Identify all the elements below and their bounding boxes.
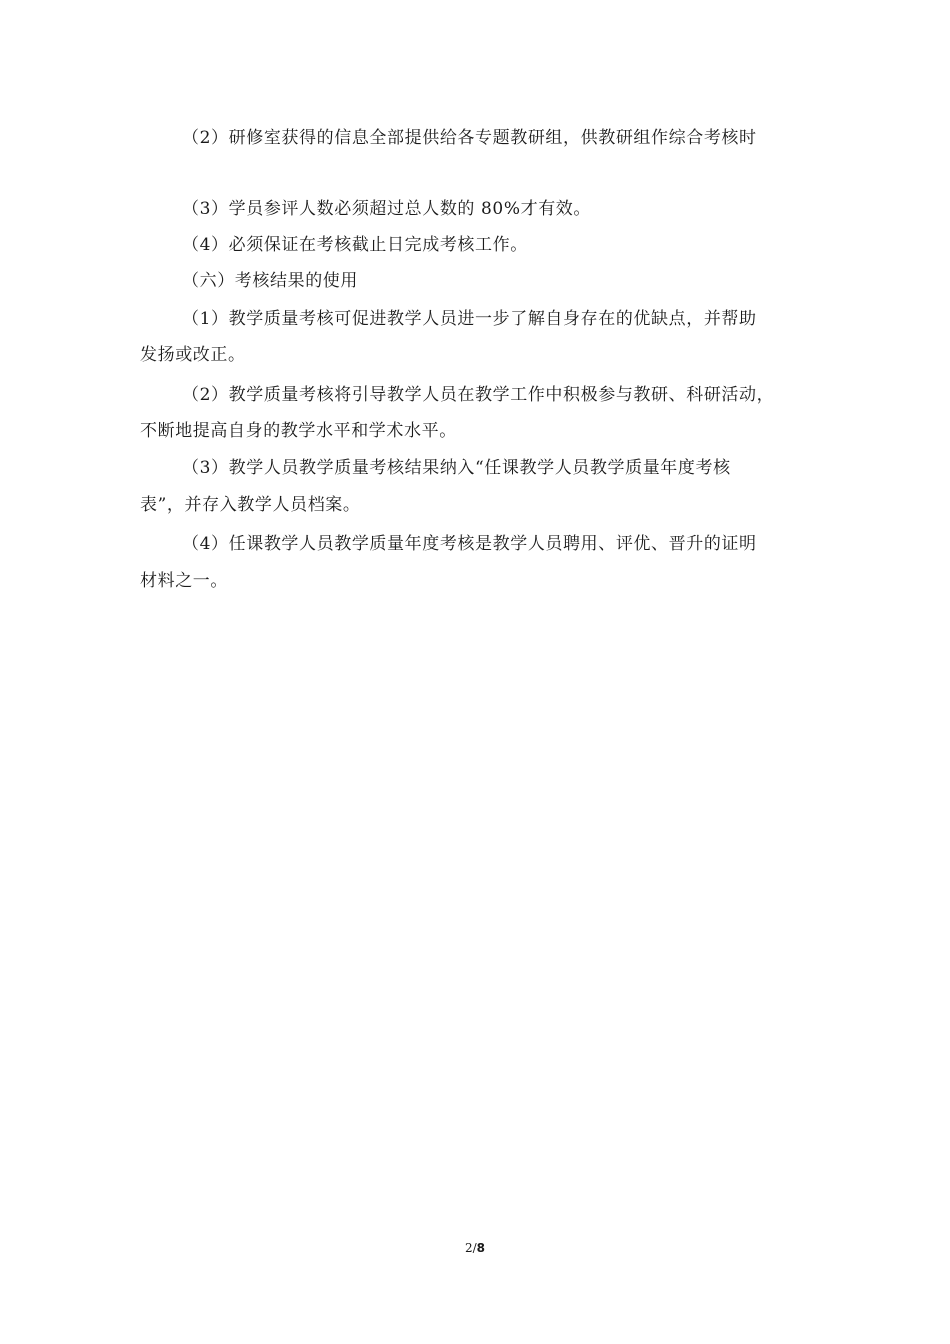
paragraph-line: 材料之一。 [140, 571, 228, 591]
paragraph-line: （2）教学质量考核将引导教学人员在教学工作中积极参与教研、科研活动， [182, 385, 775, 405]
paragraph-line: （4）任课教学人员教学质量年度考核是教学人员聘用、评优、晋升的证明 [182, 534, 757, 554]
page-number [0, 1240, 950, 1256]
paragraph-line: （2）研修室获得的信息全部提供给各专题教研组，供教研组作综合考核时 [182, 128, 757, 148]
paragraph-line: （3）学员参评人数必须超过总人数的 80%才有效。 [182, 199, 592, 219]
section-heading: （六）考核结果的使用 [182, 271, 358, 291]
paragraph-line: 表”，并存入教学人员档案。 [140, 495, 361, 515]
page-number-total: 8 [476, 1241, 486, 1255]
paragraph-line: （3）教学人员教学质量考核结果纳入“任课教学人员教学质量年度考核 [182, 458, 731, 478]
paragraph-line: （4）必须保证在考核截止日完成考核工作。 [182, 235, 528, 255]
page-number-current: 2/ [464, 1241, 477, 1255]
paragraph-line: 发扬或改正。 [140, 345, 246, 365]
paragraph-line: 不断地提高自身的教学水平和学术水平。 [140, 421, 457, 441]
paragraph-line: （1）教学质量考核可促进教学人员进一步了解自身存在的优缺点，并帮助 [182, 309, 757, 329]
